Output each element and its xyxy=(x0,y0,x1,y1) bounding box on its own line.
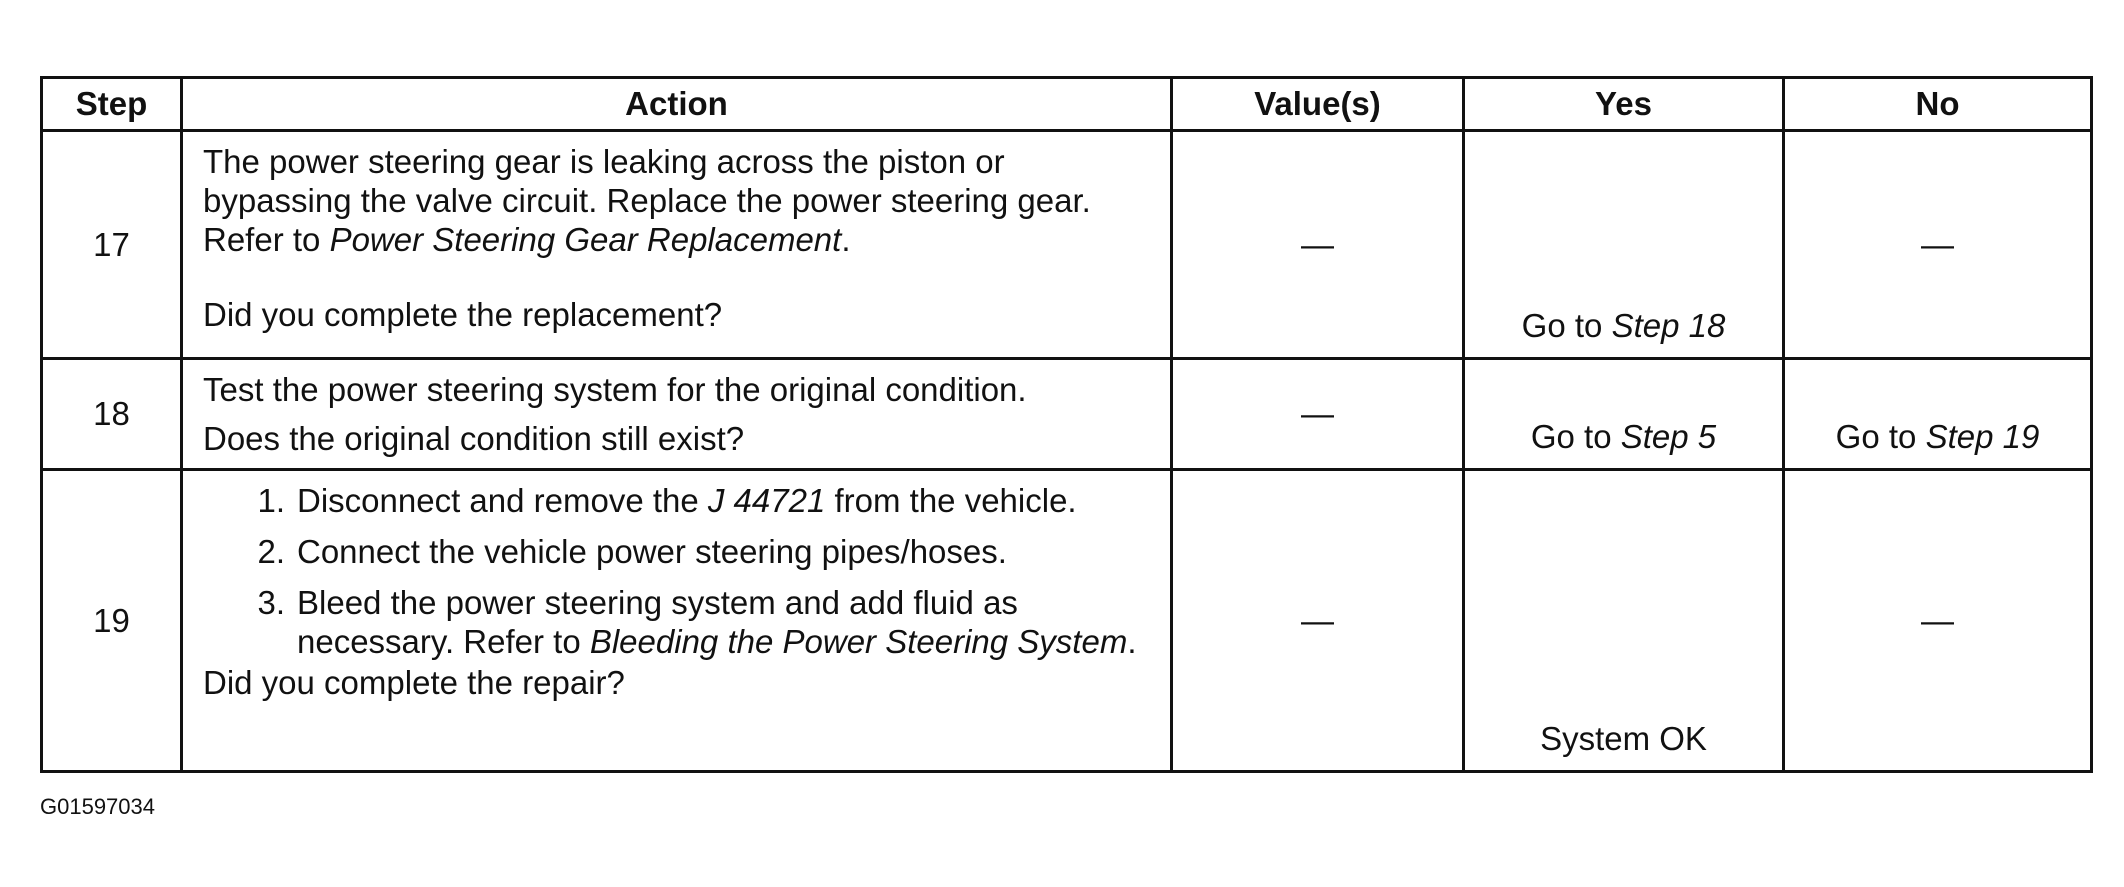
yes-prefix: Go to xyxy=(1521,307,1612,344)
procedure-reference: Bleeding the Power Steering System xyxy=(589,623,1128,660)
diagnostic-table xyxy=(40,76,2093,773)
action-steps-list xyxy=(203,481,1160,661)
value-cell: — xyxy=(1172,470,1464,772)
table-row-step-17 xyxy=(42,131,2092,359)
header-no: No xyxy=(1784,78,2092,131)
no-cell: — xyxy=(1784,131,2092,359)
list-item-text: Connect the vehicle power steering pipes/hoses. xyxy=(297,533,1007,570)
action-question: Does the original condition still exist? xyxy=(203,420,745,457)
header-action: Action xyxy=(182,78,1172,131)
action-cell xyxy=(182,470,1172,772)
action-text-b: . xyxy=(841,221,851,258)
table-row-step-18 xyxy=(42,359,2092,470)
action-text: Test the power steering system for the original condition. xyxy=(203,371,1027,408)
header-row xyxy=(42,78,2092,131)
list-item-number: 3. xyxy=(257,584,285,621)
yes-step-ref: Step 5 xyxy=(1620,418,1717,455)
step-number: 18 xyxy=(42,359,182,470)
list-item-text: Disconnect and remove the J 44721 from the vehicle. xyxy=(297,482,1077,519)
value-cell: — xyxy=(1172,131,1464,359)
action-text-a: The power steering gear is leaking across the piston or bypassing the valve circuit. Replace the power steering gear. Refer to xyxy=(203,143,1091,258)
step-number: 19 xyxy=(42,470,182,772)
header-values: Value(s) xyxy=(1172,78,1464,131)
value-cell: — xyxy=(1172,359,1464,470)
list-item-number: 2. xyxy=(257,533,285,570)
header-yes: Yes xyxy=(1464,78,1784,131)
step-number: 17 xyxy=(42,131,182,359)
action-cell xyxy=(182,359,1172,470)
list-item-number: 1. xyxy=(257,482,285,519)
tool-reference: J 44721 xyxy=(707,482,826,519)
table-row-step-19 xyxy=(42,470,2092,772)
action-question: Did you complete the repair? xyxy=(203,664,625,701)
no-prefix: Go to xyxy=(1835,418,1926,455)
action-question: Did you complete the replacement? xyxy=(203,296,723,333)
figure-code: G01597034 xyxy=(40,794,155,819)
action-reference: Power Steering Gear Replacement xyxy=(329,221,842,258)
no-step-ref: Step 19 xyxy=(1925,418,2040,455)
header-step: Step xyxy=(42,78,182,131)
yes-cell xyxy=(1464,359,1784,470)
action-cell xyxy=(182,131,1172,359)
yes-step-ref: Step 18 xyxy=(1611,307,1726,344)
list-item xyxy=(203,583,1160,661)
list-item xyxy=(203,481,1160,520)
no-cell: — xyxy=(1784,470,2092,772)
yes-cell xyxy=(1464,131,1784,359)
action-text xyxy=(203,142,1160,259)
yes-prefix: Go to xyxy=(1530,418,1621,455)
no-cell xyxy=(1784,359,2092,470)
list-item-text: Bleed the power steering system and add fluid as necessary. Refer to Bleeding the Power Steering System. xyxy=(297,584,1137,660)
yes-cell: System OK xyxy=(1464,470,1784,772)
list-item xyxy=(203,532,1160,571)
